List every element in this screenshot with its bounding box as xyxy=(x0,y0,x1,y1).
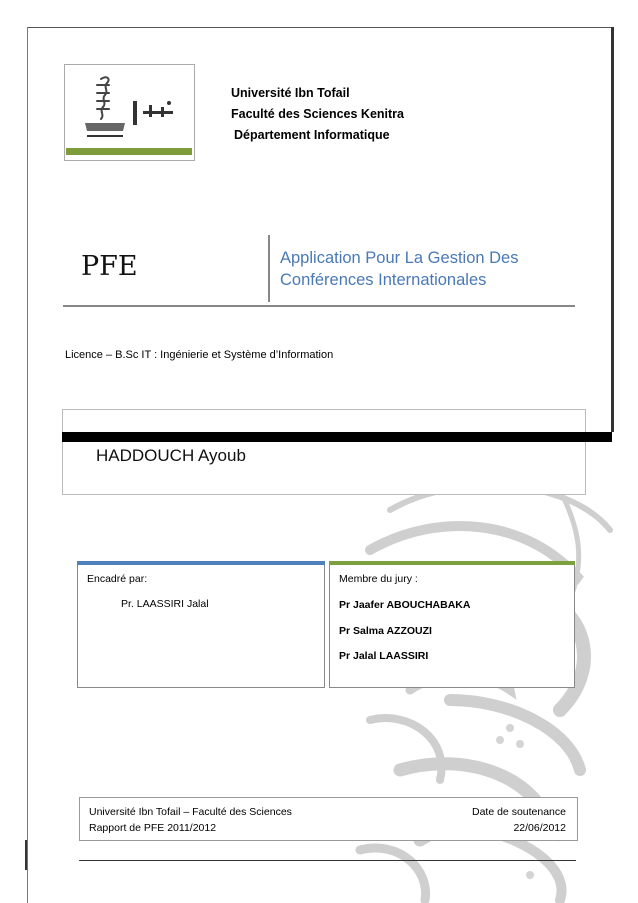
supervisor-name: Pr. LAASSIRI Jalal xyxy=(121,598,209,610)
author-black-bar xyxy=(62,432,612,442)
faculty-name: Faculté des Sciences Kenitra xyxy=(231,107,404,121)
footer-institution: Université Ibn Tofail – Faculté des Sciences xyxy=(89,806,292,818)
author-name: HADDOUCH Ayoub xyxy=(96,446,246,465)
jury-panel-accent xyxy=(329,561,575,565)
title-divider xyxy=(268,235,270,302)
logo-accent-bar xyxy=(66,148,192,155)
footer-report: Rapport de PFE 2011/2012 xyxy=(89,822,217,834)
footer-date-label: Date de soutenance xyxy=(472,806,566,818)
university-logo xyxy=(64,64,195,161)
jury-member: Pr Jaafer ABOUCHABAKA xyxy=(339,599,471,611)
project-title-line-2: Conférences Internationales xyxy=(280,271,487,289)
title-underline xyxy=(63,305,575,307)
document-type-label: PFE xyxy=(81,251,138,282)
project-title-line-1: Application Pour La Gestion Des xyxy=(280,249,519,267)
footer-rule xyxy=(79,860,576,861)
jury-member: Pr Jalal LAASSIRI xyxy=(339,650,429,662)
supervisor-panel-accent xyxy=(77,561,325,565)
jury-member: Pr Salma AZZOUZI xyxy=(339,625,432,637)
footer-date-value: 22/06/2012 xyxy=(513,822,566,834)
university-emblem-icon xyxy=(65,65,194,160)
department-name: Département Informatique xyxy=(234,128,390,142)
jury-heading: Membre du jury : xyxy=(339,573,418,585)
degree-program: Licence – B.Sc IT : Ingénierie et Système d’Information xyxy=(65,349,334,361)
page-frame-mark xyxy=(25,840,27,870)
page-frame-right xyxy=(611,27,614,432)
page-frame-left xyxy=(27,27,28,903)
supervisor-heading: Encadré par: xyxy=(87,573,148,585)
page-frame-top xyxy=(27,27,612,28)
university-name: Université Ibn Tofail xyxy=(231,86,350,100)
footer-box xyxy=(79,797,578,841)
